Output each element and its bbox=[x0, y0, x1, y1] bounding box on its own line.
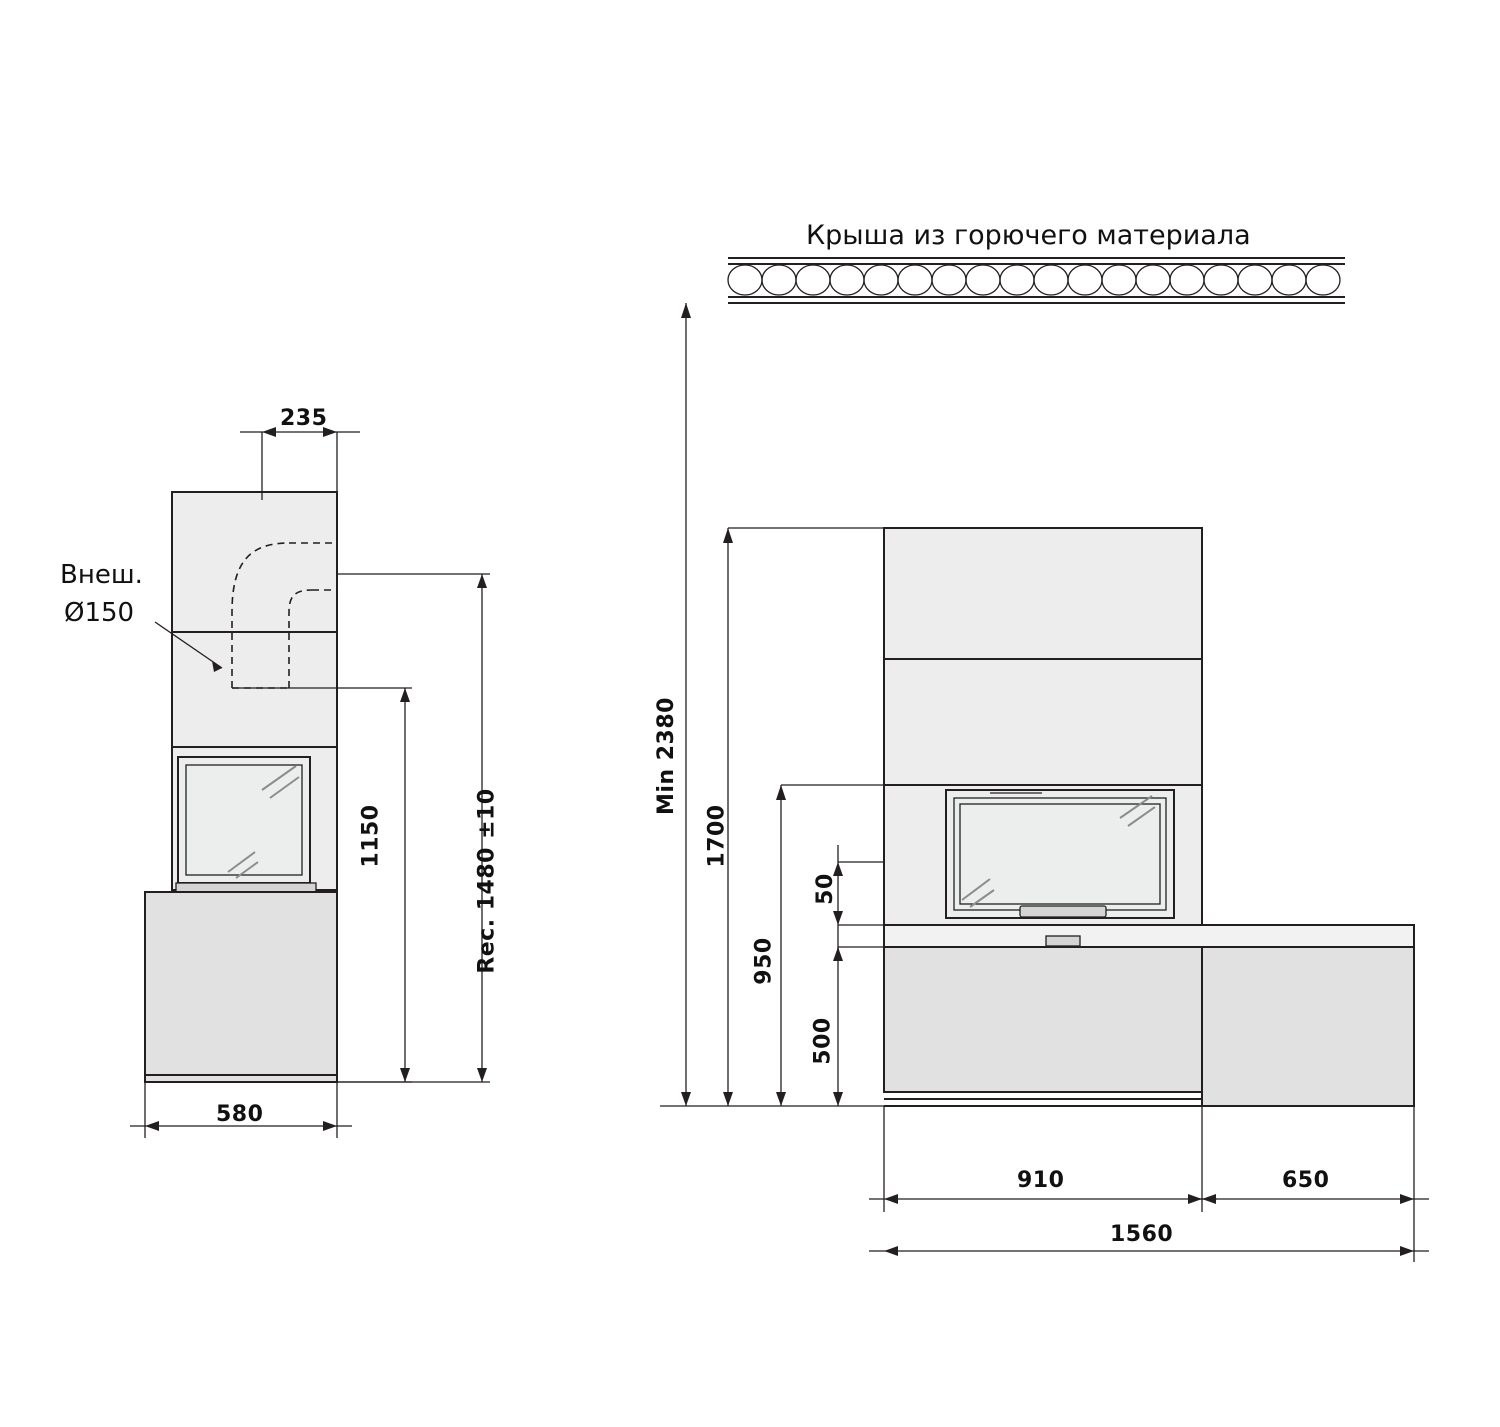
dim-label-1150: 1150 bbox=[358, 804, 384, 868]
flue-note-line2: Ø150 bbox=[64, 598, 135, 628]
dim-500 bbox=[833, 947, 884, 1106]
dim-50 bbox=[833, 845, 884, 950]
dim-min-2380 bbox=[660, 303, 900, 1106]
dim-label-1700: 1700 bbox=[704, 804, 730, 868]
dim-label-950: 950 bbox=[751, 937, 777, 985]
dim-label-650: 650 bbox=[1282, 1168, 1330, 1193]
dim-label-235: 235 bbox=[280, 406, 328, 431]
dim-235 bbox=[240, 427, 360, 500]
roof-material-title: Крыша из горючего материала bbox=[806, 220, 1251, 251]
dim-label-910: 910 bbox=[1017, 1168, 1065, 1193]
dim-label-50: 50 bbox=[812, 873, 838, 905]
dim-label-580: 580 bbox=[216, 1102, 264, 1127]
dim-label-min-2380: Min 2380 bbox=[654, 697, 679, 815]
dim-label-500: 500 bbox=[810, 1017, 836, 1065]
flue-note-line1: Внеш. bbox=[60, 560, 143, 590]
dim-label-rec-1480: Rec. 1480 ±10 bbox=[474, 788, 500, 974]
dim-1560 bbox=[869, 1246, 1429, 1256]
right-front-elevation bbox=[884, 528, 1414, 1106]
ceiling-roof-assembly bbox=[728, 258, 1345, 303]
dim-910 bbox=[869, 1106, 1217, 1212]
left-side-elevation bbox=[145, 492, 337, 1082]
dim-label-1560: 1560 bbox=[1110, 1222, 1174, 1247]
dim-1700 bbox=[723, 528, 884, 1106]
